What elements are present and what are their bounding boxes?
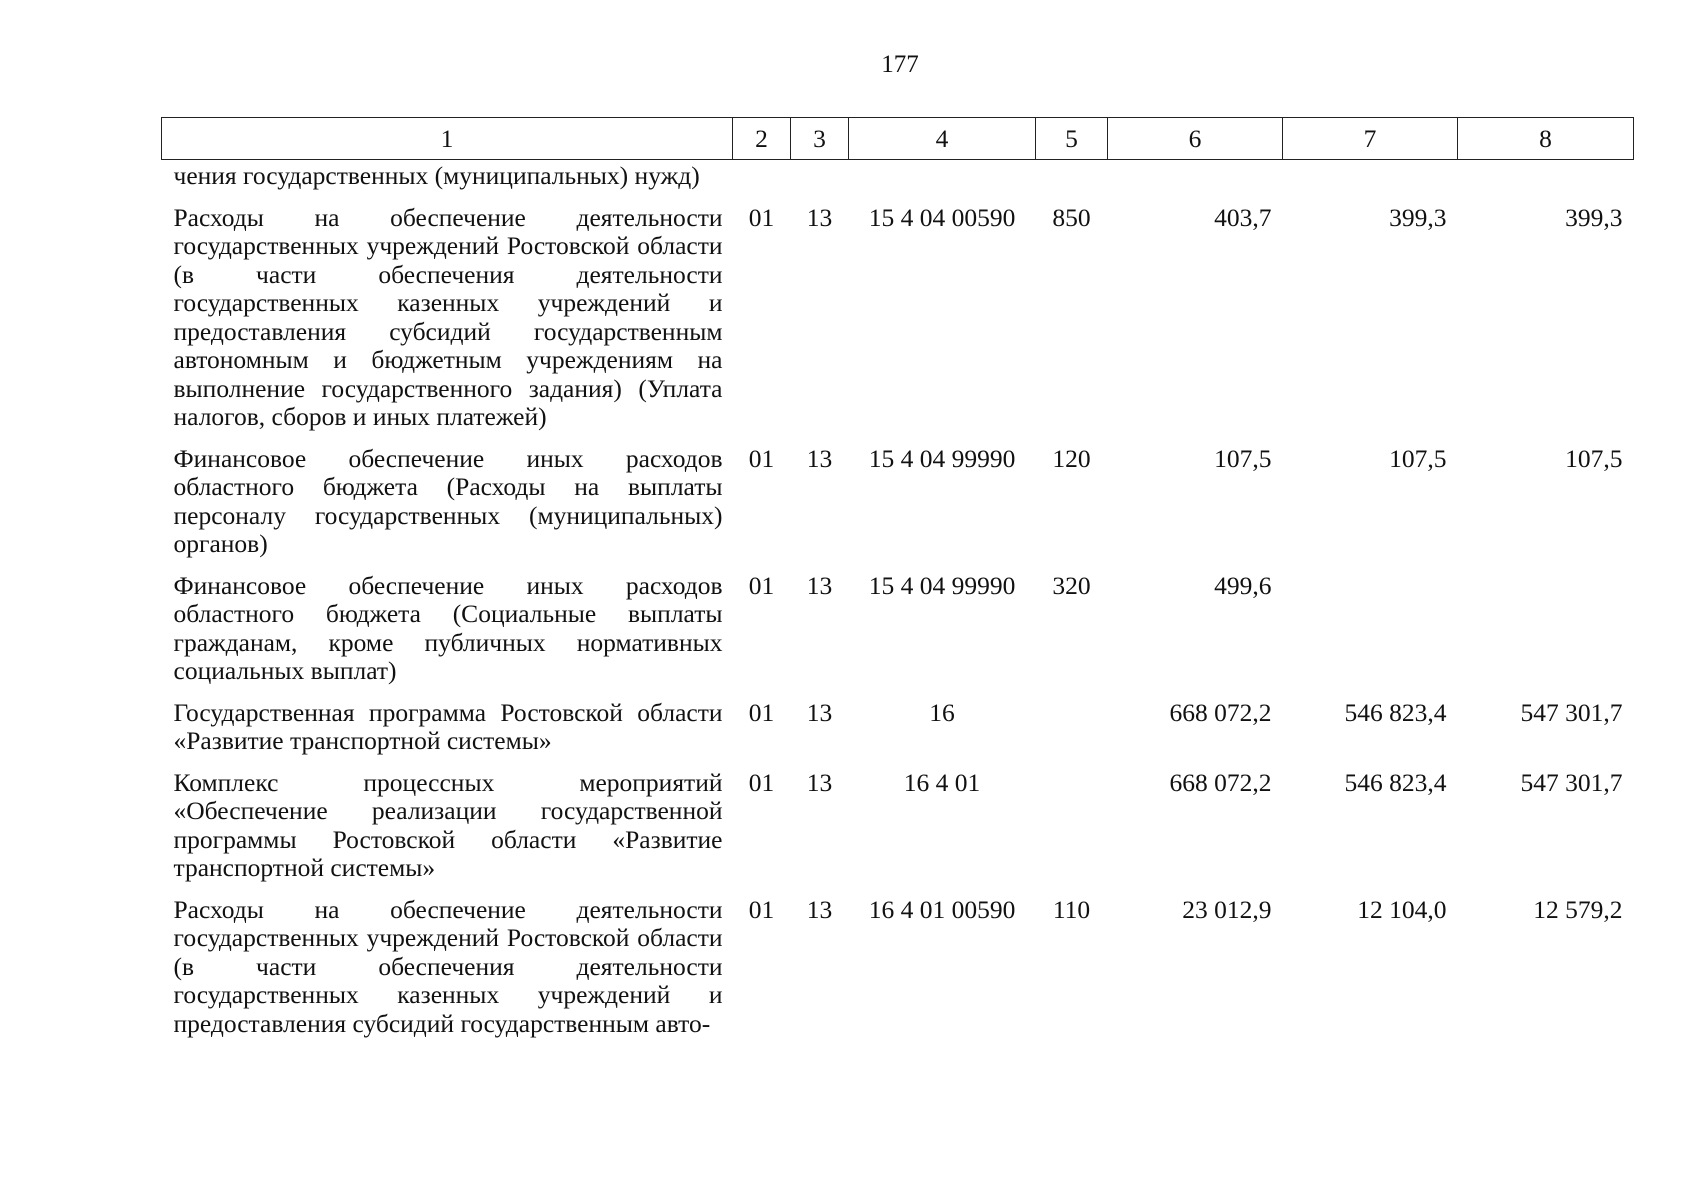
- column-header-7: 7: [1283, 118, 1458, 160]
- row-name: Финансовое обеспечение иных расходов областного бюджета (Социальные выплаты гражданам, кроме публичных нормативных социальных выплат): [173, 570, 723, 685]
- row-name: Расходы на обеспечение деятельности государственных учреждений Ростовской области (в части обеспечения деятельности государственных казенных учреждений и предоставления субсидий государственным автономным и бюджетным учреждениям на выполнение государственного задания) (Уплата налогов, сборов и иных платежей): [173, 202, 723, 431]
- row-target-code: 15 4 04 00590: [868, 202, 1016, 232]
- row-section: 01: [748, 894, 775, 924]
- table-row: [162, 569, 1634, 696]
- table-row: [162, 696, 1634, 766]
- table-row: [162, 766, 1634, 893]
- page-number: 177: [881, 51, 919, 78]
- budget-table: [161, 117, 1634, 1048]
- row-value-col7: [1283, 160, 1458, 201]
- row-target-code: 16 4 01: [903, 767, 981, 797]
- row-value-col7: 12 104,0: [1357, 894, 1447, 924]
- row-section: 01: [748, 767, 775, 797]
- column-header-4: 4: [849, 118, 1036, 160]
- row-expense-type: 320: [1052, 570, 1091, 600]
- row-name: Государственная программа Ростовской области «Развитие транспортной системы»: [173, 697, 723, 755]
- row-value-col7: [1283, 569, 1458, 696]
- column-header-6: 6: [1108, 118, 1283, 160]
- row-subsection: 13: [806, 767, 833, 797]
- row-expense-type: [1036, 696, 1108, 766]
- row-value-col8: 547 301,7: [1520, 697, 1623, 727]
- row-section: 01: [748, 570, 775, 600]
- column-header-3: 3: [791, 118, 849, 160]
- row-value-col8: [1458, 160, 1634, 201]
- row-expense-type: 850: [1052, 202, 1091, 232]
- table-header-row: [162, 118, 1634, 160]
- row-subsection: [791, 160, 849, 201]
- row-subsection: 13: [806, 443, 833, 473]
- row-section: 01: [748, 697, 775, 727]
- row-expense-type: 110: [1052, 894, 1091, 924]
- row-value-col6: [1108, 160, 1283, 201]
- row-expense-type: [1036, 160, 1108, 201]
- row-target-code: [849, 160, 1036, 201]
- row-value-col6: 403,7: [1214, 202, 1272, 232]
- row-name: Расходы на обеспечение деятельности государственных учреждений Ростовской области (в части обеспечения деятельности государственных казенных учреждений и предоставления субсидий государственным авто-: [173, 894, 723, 1038]
- row-section: 01: [748, 443, 775, 473]
- row-name: Финансовое обеспечение иных расходов областного бюджета (Расходы на выплаты персоналу государственных (муниципальных) органов): [173, 443, 723, 558]
- row-value-col7: 399,3: [1389, 202, 1447, 232]
- column-header-1: 1: [162, 118, 733, 160]
- row-name: чения государственных (муниципальных) нужд): [173, 161, 700, 190]
- row-section: [733, 160, 791, 201]
- row-value-col8: [1458, 569, 1634, 696]
- table-row: [162, 442, 1634, 569]
- row-expense-type: 120: [1052, 443, 1091, 473]
- row-subsection: 13: [806, 202, 833, 232]
- row-target-code: 15 4 04 99990: [868, 443, 1016, 473]
- row-value-col8: 399,3: [1565, 202, 1623, 232]
- table-row: [162, 201, 1634, 442]
- row-target-code: 15 4 04 99990: [868, 570, 1016, 600]
- row-value-col6: 668 072,2: [1169, 767, 1272, 797]
- row-value-col7: 546 823,4: [1344, 767, 1447, 797]
- row-subsection: 13: [806, 697, 833, 727]
- table-row: [162, 893, 1634, 1049]
- row-value-col8: 547 301,7: [1520, 767, 1623, 797]
- column-header-5: 5: [1036, 118, 1108, 160]
- column-header-2: 2: [733, 118, 791, 160]
- row-value-col7: 107,5: [1389, 443, 1447, 473]
- row-target-code: 16: [929, 697, 955, 727]
- row-value-col8: 12 579,2: [1533, 894, 1623, 924]
- row-value-col7: 546 823,4: [1344, 697, 1447, 727]
- row-value-col6: 499,6: [1214, 570, 1272, 600]
- table-row: [162, 160, 1634, 201]
- row-value-col8: 107,5: [1565, 443, 1623, 473]
- row-value-col6: 107,5: [1214, 443, 1272, 473]
- row-subsection: 13: [806, 894, 833, 924]
- row-expense-type: [1036, 766, 1108, 893]
- row-target-code: 16 4 01 00590: [868, 894, 1016, 924]
- row-value-col6: 668 072,2: [1169, 697, 1272, 727]
- row-name: Комплекс процессных мероприятий «Обеспечение реализации государственной программы Ростовской области «Развитие транспортной системы»: [173, 767, 723, 882]
- column-header-8: 8: [1458, 118, 1634, 160]
- row-value-col6: 23 012,9: [1182, 894, 1272, 924]
- row-subsection: 13: [806, 570, 833, 600]
- row-section: 01: [748, 202, 775, 232]
